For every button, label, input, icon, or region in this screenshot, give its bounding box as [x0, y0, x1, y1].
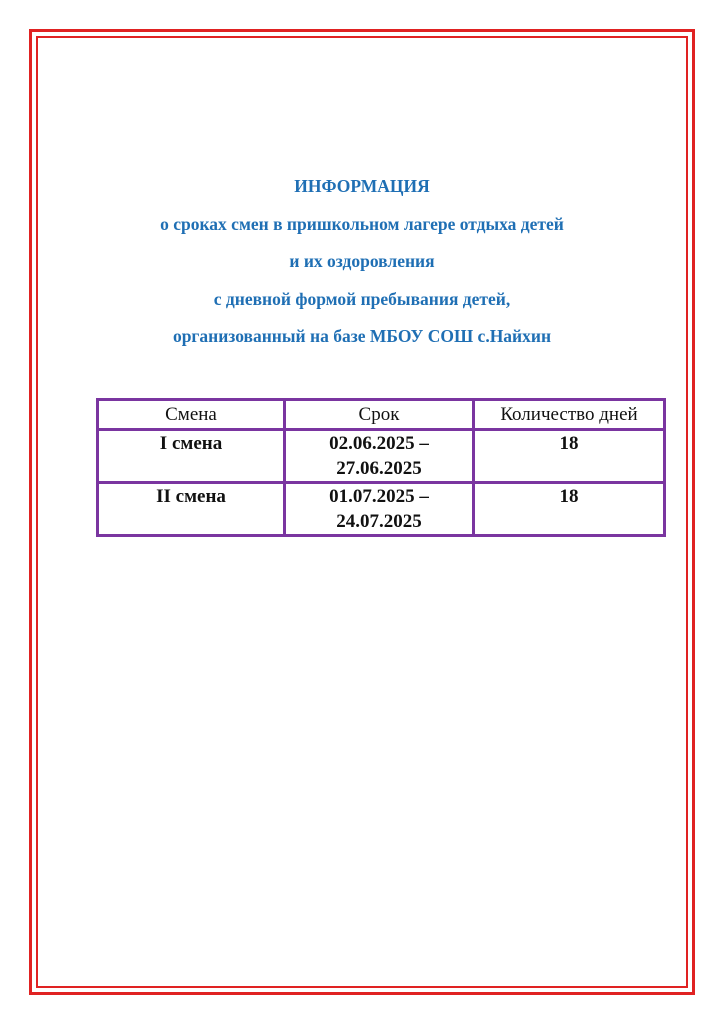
heading-title: ИНФОРМАЦИЯ [294, 176, 430, 196]
document-heading [60, 172, 664, 360]
shift-schedule-table [96, 398, 666, 537]
period-end: 27.06.2025 [336, 458, 422, 479]
cell-shift: II смена [98, 483, 285, 536]
cell-period [285, 430, 474, 483]
table-row [98, 483, 665, 536]
cell-days: 18 [474, 483, 665, 536]
period-start: 01.07.2025 – [329, 486, 429, 507]
header-shift: Смена [98, 400, 285, 430]
header-period: Срок [285, 400, 474, 430]
heading-line-3: и их оздоровления [289, 251, 435, 271]
heading-line-4: с дневной формой пребывания детей, [213, 288, 511, 309]
heading-line-2: о сроках смен в пришкольном лагере отдыха детей [160, 213, 564, 234]
table-header-row [98, 400, 665, 430]
cell-days: 18 [474, 430, 665, 483]
cell-shift: I смена [98, 430, 285, 483]
cell-period [285, 483, 474, 536]
heading-line-5: организованный на базе МБОУ СОШ с.Найхин [172, 326, 552, 346]
period-end: 24.07.2025 [336, 511, 422, 532]
table-row [98, 430, 665, 483]
period-start: 02.06.2025 – [329, 433, 429, 454]
header-days: Количество дней [474, 400, 665, 430]
